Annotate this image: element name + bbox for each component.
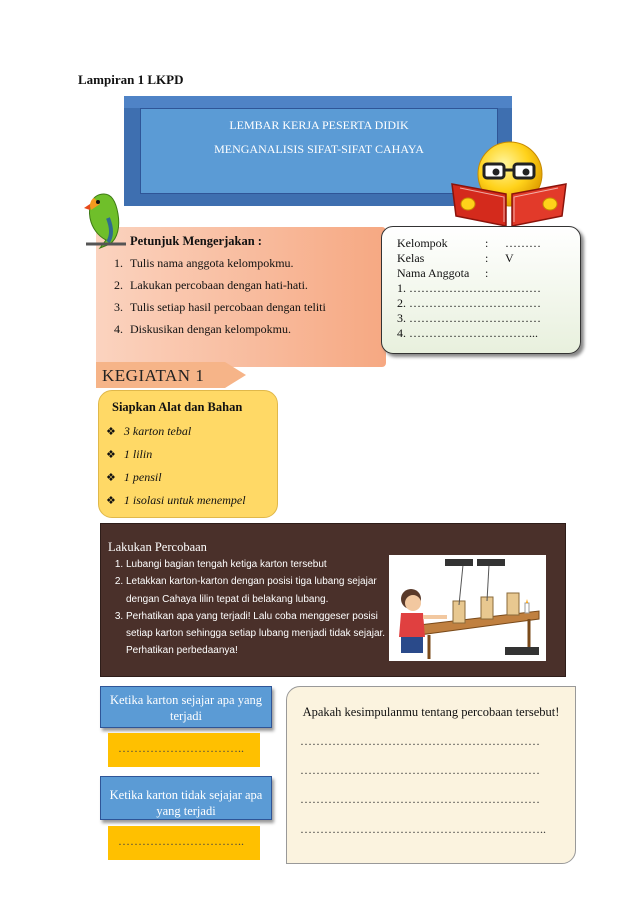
member-line: 4. …………………………... — [397, 326, 538, 340]
group-colon: : — [485, 236, 489, 250]
experiment-step: 1. Lubangi bagian tengah ketiga karton tersebut — [126, 556, 396, 573]
experiment-title: Lakukan Percobaan — [108, 540, 207, 554]
aligned-answer-field[interactable]: ………………………….. — [108, 733, 260, 767]
instruction-item: 1. Tulis nama anggota kelompokmu. — [126, 252, 326, 274]
class-row — [397, 251, 580, 266]
parrot-icon — [78, 188, 130, 250]
instructions-list — [108, 252, 326, 340]
title-banner — [140, 108, 498, 194]
member-line: 3. …………………………… — [397, 311, 541, 325]
experiment-step: 2. Letakkan karton-karton dengan posisi tiga lubang sejajar dengan Cahaya lilin tepat di belakang lubang. — [126, 573, 396, 608]
instruction-item: 3. Tulis setiap hasil percobaan dengan teliti — [126, 296, 326, 318]
class-label: Kelas — [397, 251, 425, 265]
group-value: ……… — [505, 236, 541, 250]
aligned-question: Ketika karton sejajar apa yang terjadi — [100, 686, 272, 728]
instructions-title: Petunjuk Mengerjakan : — [130, 234, 262, 248]
group-info-box — [381, 226, 581, 354]
smiley-reading-book-icon — [446, 140, 572, 230]
members-label: Nama Anggota — [397, 266, 470, 280]
instruction-item: 2. Lakukan percobaan dengan hati-hati. — [126, 274, 326, 296]
document-label: Lampiran 1 LKPD — [78, 72, 184, 87]
conclusion-line[interactable]: …………………………………………………… — [300, 734, 540, 748]
not-aligned-answer-field[interactable]: ………………………….. — [108, 826, 260, 860]
title-banner-bevel — [124, 96, 512, 108]
members-colon: : — [485, 266, 489, 280]
conclusion-line[interactable]: …………………………………………………… — [300, 792, 540, 806]
conclusion-line[interactable]: …………………………………………………… — [300, 763, 540, 777]
experiment-step: 3. Perhatikan apa yang terjadi! Lalu coba menggeser posisi setiap karton sehingga setiap lubang menjadi tidak sejajar. Perhatikan perbedaanya! — [126, 608, 396, 660]
member-line: 2. …………………………… — [397, 296, 541, 310]
conclusion-line[interactable]: …………………………………………………….. — [300, 822, 546, 836]
title-line-1: LEMBAR KERJA PESERTA DIDIK — [229, 118, 409, 132]
group-label: Kelompok — [397, 236, 448, 250]
experiment-illustration-drawing — [389, 555, 546, 661]
material-item: ❖ 1 isolasi untuk menempel — [106, 489, 246, 512]
member-line: 1. …………………………… — [397, 281, 541, 295]
class-colon: : — [485, 251, 489, 265]
class-value: V — [505, 251, 514, 265]
group-row — [397, 236, 580, 251]
materials-list — [106, 420, 246, 512]
conclusion-title: Apakah kesimpulanmu tentang percobaan tersebut! — [302, 705, 560, 719]
materials-title: Siapkan Alat dan Bahan — [112, 400, 243, 414]
activity-title: KEGIATAN 1 — [102, 366, 205, 385]
members-row — [397, 266, 580, 281]
not-aligned-question: Ketika karton tidak sejajar apa yang terjadi — [100, 776, 272, 820]
instruction-item: 4. Diskusikan dengan kelompokmu. — [126, 318, 326, 340]
material-item: ❖ 3 karton tebal — [106, 420, 246, 443]
title-line-2: MENGANALISIS SIFAT-SIFAT CAHAYA — [214, 142, 424, 156]
experiment-steps — [112, 556, 396, 660]
material-item: ❖ 1 lilin — [106, 443, 246, 466]
material-item: ❖ 1 pensil — [106, 466, 246, 489]
experiment-illustration — [389, 555, 546, 661]
